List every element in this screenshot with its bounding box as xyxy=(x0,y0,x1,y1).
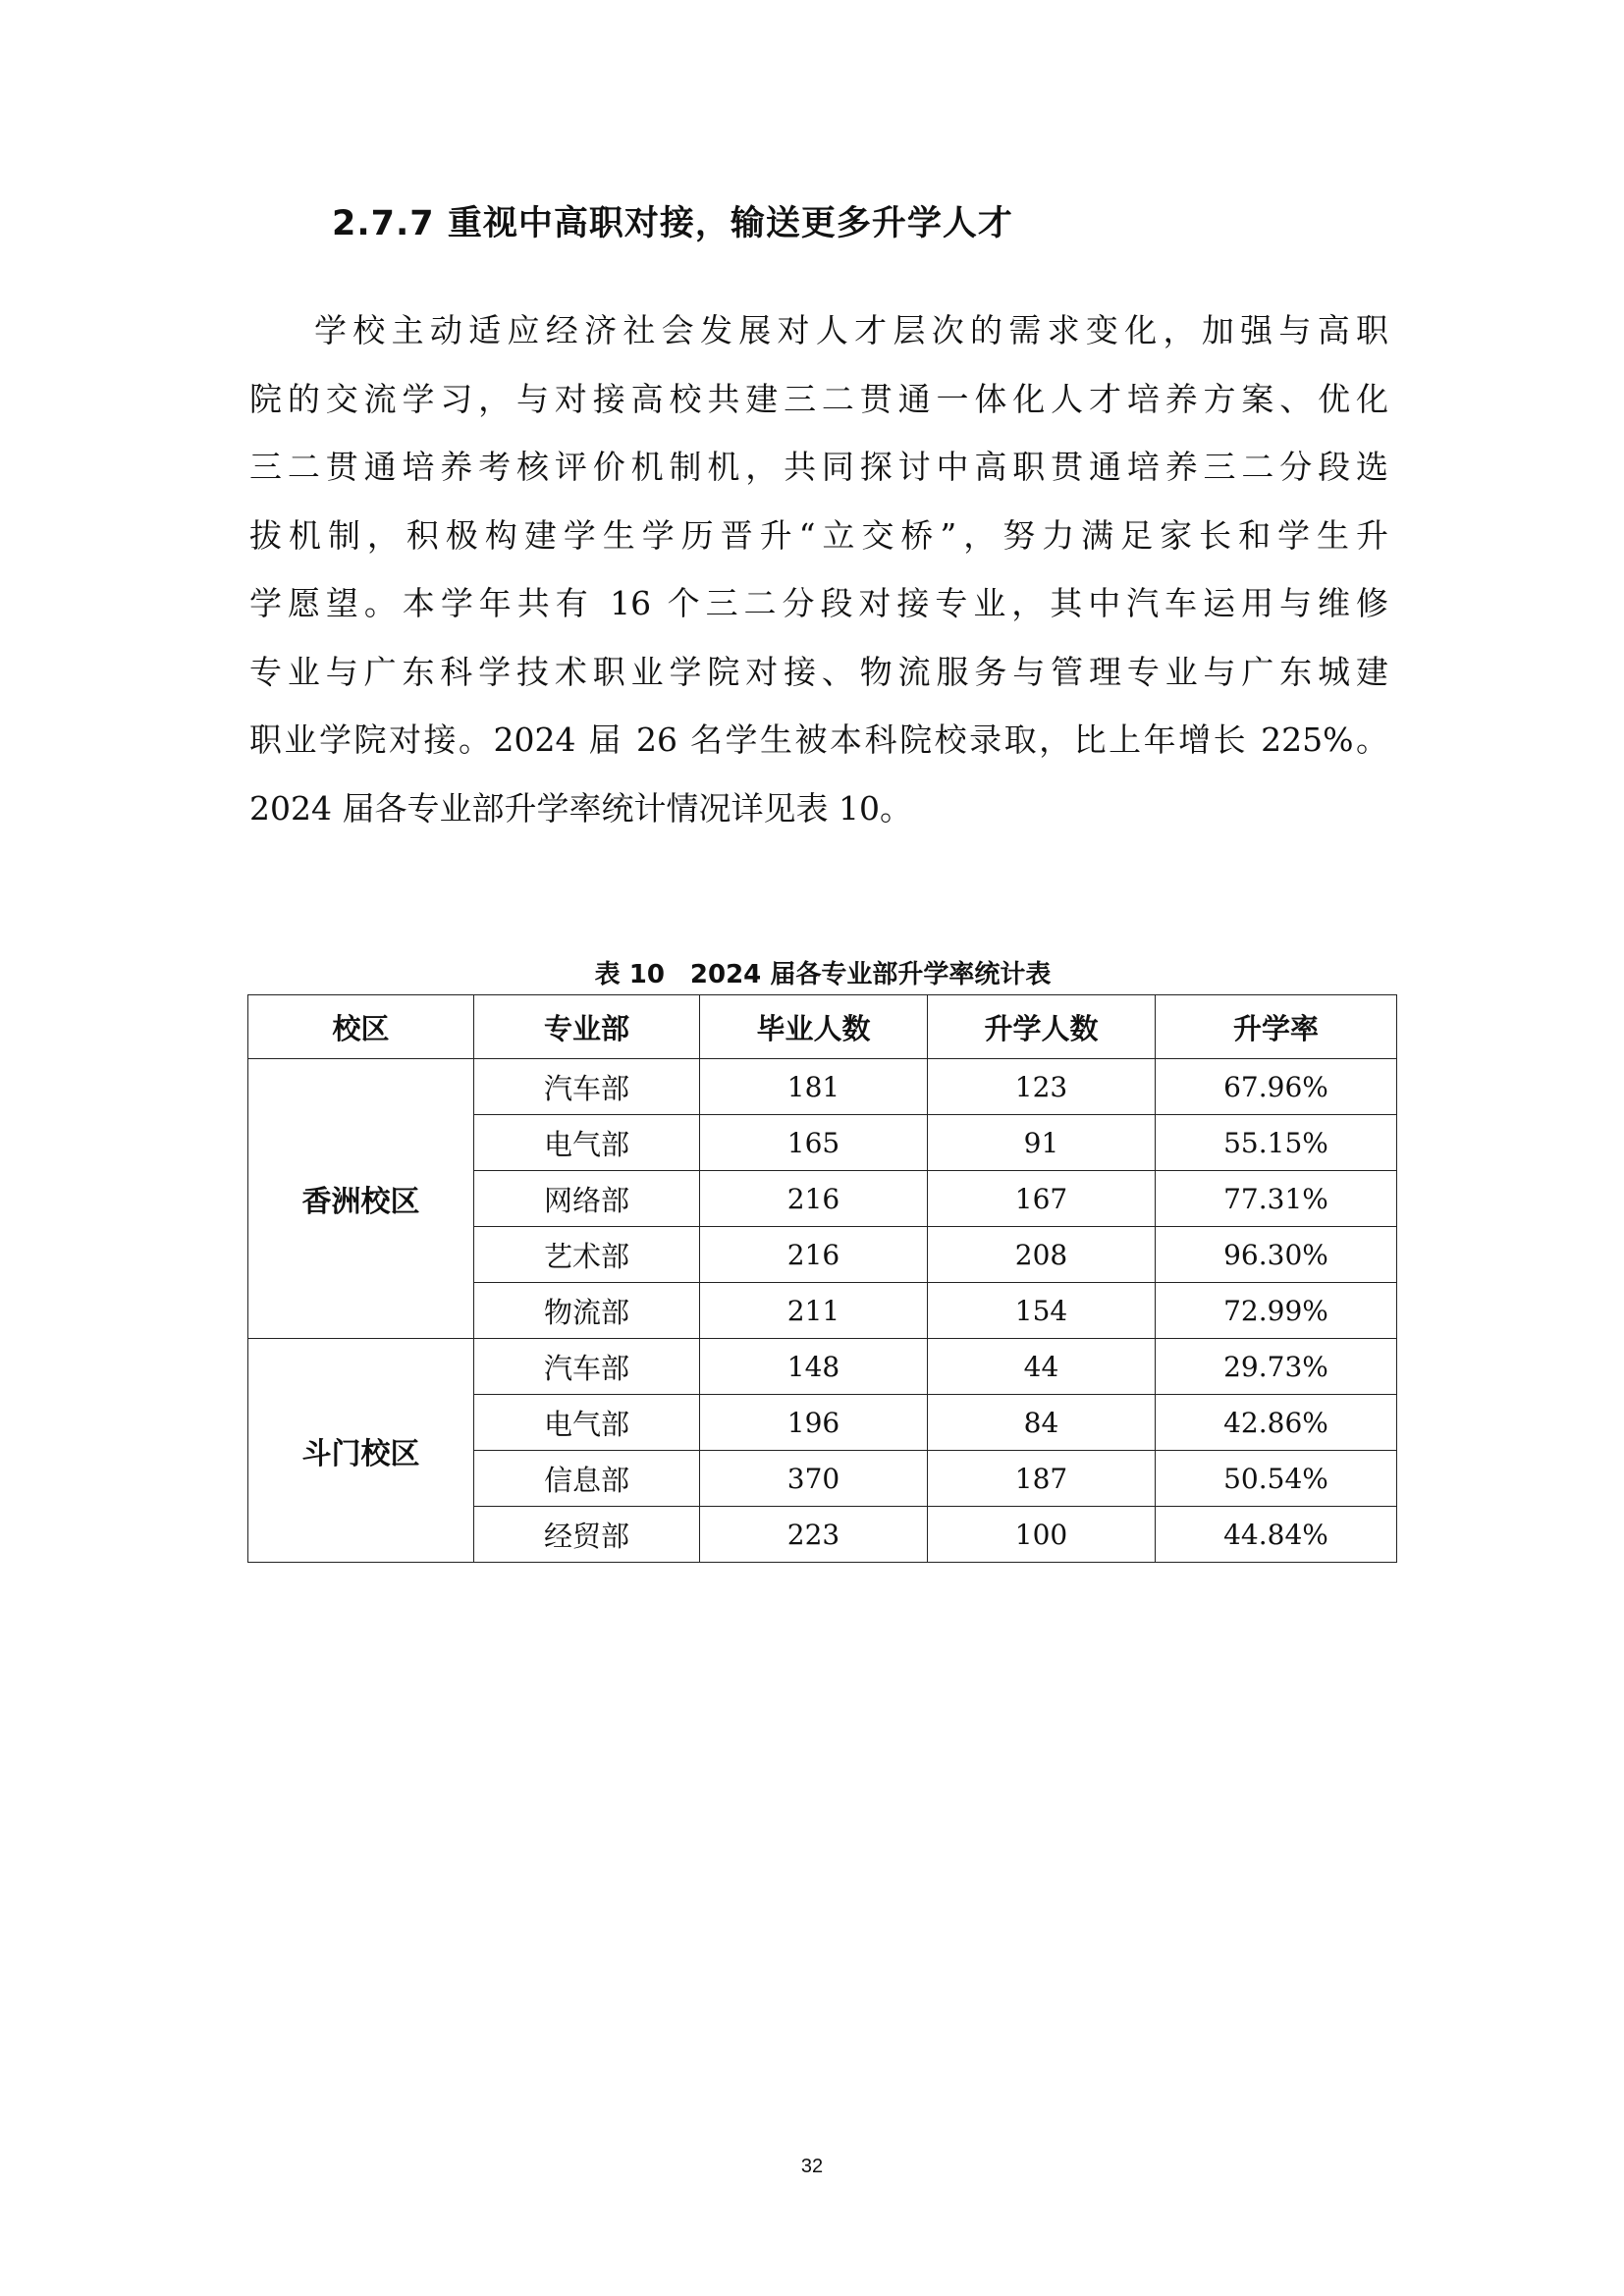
header-promoted: 升学人数 xyxy=(928,995,1156,1059)
rate-cell: 55.15% xyxy=(1156,1115,1397,1171)
promoted-cell: 84 xyxy=(928,1395,1156,1451)
rate-cell: 72.99% xyxy=(1156,1283,1397,1339)
header-graduates: 毕业人数 xyxy=(700,995,928,1059)
department-cell: 电气部 xyxy=(474,1395,700,1451)
page-number: 32 xyxy=(800,2156,824,2177)
graduates-cell: 223 xyxy=(700,1507,928,1563)
graduates-cell: 181 xyxy=(700,1059,928,1115)
rate-cell: 42.86% xyxy=(1156,1395,1397,1451)
paragraph-line: 拔机制，积极构建学生学历晋升“立交桥”，努力满足家长和学生升 xyxy=(249,515,1388,555)
header-campus: 校区 xyxy=(248,995,474,1059)
department-cell: 信息部 xyxy=(474,1451,700,1507)
promoted-cell: 123 xyxy=(928,1059,1156,1115)
section-heading: 2.7.7 重视中高职对接，输送更多升学人才 xyxy=(332,204,1013,243)
campus-cell: 香洲校区 xyxy=(248,1059,474,1339)
paragraph-line: 院的交流学习，与对接高校共建三二贯通一体化人才培养方案、优化 xyxy=(249,379,1388,418)
paragraph-line: 专业与广东科学技术职业学院对接、物流服务与管理专业与广东城建 xyxy=(249,652,1388,691)
graduates-cell: 148 xyxy=(700,1339,928,1395)
rate-cell: 44.84% xyxy=(1156,1507,1397,1563)
table-row xyxy=(248,1059,1397,1115)
graduates-cell: 165 xyxy=(700,1115,928,1171)
department-cell: 艺术部 xyxy=(474,1227,700,1283)
paragraph-line: 学校主动适应经济社会发展对人才层次的需求变化，加强与高职 xyxy=(314,311,1388,349)
department-cell: 汽车部 xyxy=(474,1059,700,1115)
promoted-cell: 44 xyxy=(928,1339,1156,1395)
promoted-cell: 187 xyxy=(928,1451,1156,1507)
department-cell: 汽车部 xyxy=(474,1339,700,1395)
rate-cell: 29.73% xyxy=(1156,1339,1397,1395)
paragraph-line: 职业学院对接。2024 届 26 名学生被本科院校录取，比上年增长 225%。 xyxy=(249,721,1388,759)
campus-cell: 斗门校区 xyxy=(248,1339,474,1563)
table-header-row xyxy=(248,995,1397,1059)
table-caption-title: 2024 届各专业部升学率统计表 xyxy=(689,960,1052,989)
promotion-rate-table xyxy=(247,994,1397,1563)
rate-cell: 67.96% xyxy=(1156,1059,1397,1115)
paragraph-line: 三二贯通培养考核评价机制机，共同探讨中高职贯通培养三二分段选 xyxy=(249,448,1388,486)
paragraph-line: 2024 届各专业部升学率统计情况详见表 10。 xyxy=(249,788,912,828)
graduates-cell: 216 xyxy=(700,1227,928,1283)
promoted-cell: 208 xyxy=(928,1227,1156,1283)
table-caption xyxy=(249,954,1396,990)
rate-cell: 96.30% xyxy=(1156,1227,1397,1283)
graduates-cell: 370 xyxy=(700,1451,928,1507)
graduates-cell: 211 xyxy=(700,1283,928,1339)
promoted-cell: 91 xyxy=(928,1115,1156,1171)
promoted-cell: 154 xyxy=(928,1283,1156,1339)
body-paragraph xyxy=(249,296,1388,842)
table-row xyxy=(248,1339,1397,1395)
department-cell: 电气部 xyxy=(474,1115,700,1171)
promoted-cell: 100 xyxy=(928,1507,1156,1563)
graduates-cell: 216 xyxy=(700,1171,928,1227)
header-rate: 升学率 xyxy=(1156,995,1397,1059)
department-cell: 物流部 xyxy=(474,1283,700,1339)
header-department: 专业部 xyxy=(474,995,700,1059)
department-cell: 网络部 xyxy=(474,1171,700,1227)
rate-cell: 50.54% xyxy=(1156,1451,1397,1507)
paragraph-line: 学愿望。本学年共有 16 个三二分段对接专业，其中汽车运用与维修 xyxy=(249,584,1388,622)
rate-cell: 77.31% xyxy=(1156,1171,1397,1227)
department-cell: 经贸部 xyxy=(474,1507,700,1563)
graduates-cell: 196 xyxy=(700,1395,928,1451)
table-caption-label: 表 10 xyxy=(594,960,665,989)
promoted-cell: 167 xyxy=(928,1171,1156,1227)
